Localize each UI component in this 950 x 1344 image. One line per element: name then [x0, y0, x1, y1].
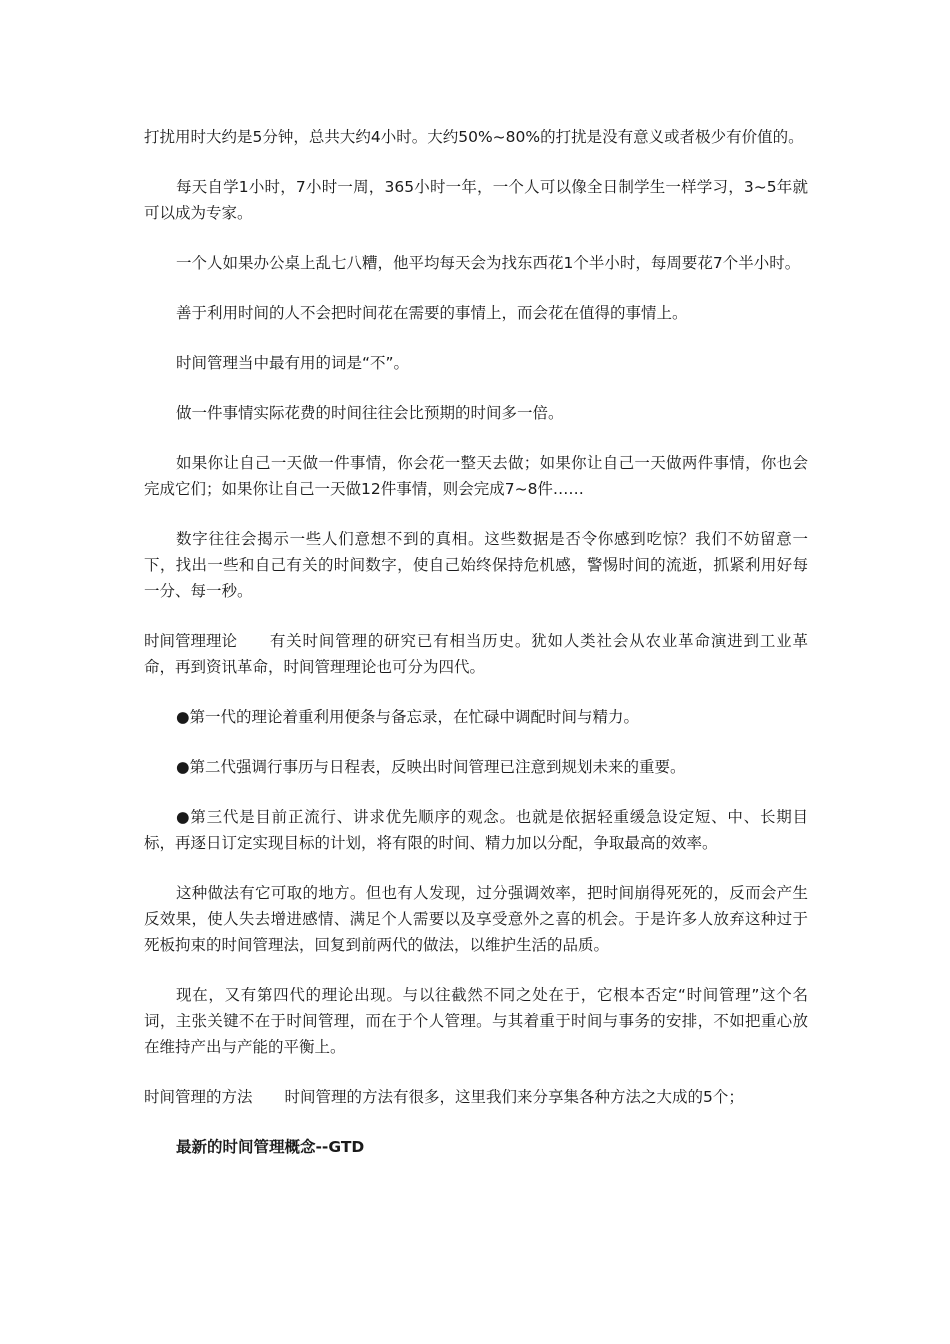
paragraph-double-time: 做一件事情实际花费的时间往往会比预期的时间多一倍。 — [176, 404, 564, 422]
paragraph-numbers-truth: 数字往往会揭示一些人们意想不到的真相。这些数据是否令你感到吃惊？我们不妨留意一下，找出一些和自己有关的时间数字，使自己始终保持危机感，警惕时间的流逝，抓紧利用好每一分、每一秒。 — [144, 530, 808, 600]
methods-label: 时间管理的方法 — [144, 1088, 253, 1106]
paragraph-interruptions: 打扰用时大约是5分钟，总共大约4小时。大约50%~80%的打扰是没有意义或者极少有价值的。 — [144, 128, 804, 146]
theory-gen4: 现在，又有第四代的理论出现。与以往截然不同之处在于，它根本否定“时间管理”这个名词，主张关键不在于时间管理，而在于个人管理。与其着重于时间与事务的安排，不如把重心放在维持产出与产能的平衡上。 — [144, 986, 808, 1056]
document-page — [144, 124, 808, 1184]
gtd-heading: 最新的时间管理概念--GTD — [176, 1138, 365, 1156]
theory-label: 时间管理理论 — [144, 632, 238, 650]
methods-section — [144, 1084, 808, 1110]
paragraph-task-count: 如果你让自己一天做一件事情，你会花一整天去做；如果你让自己一天做两件事情，你也会完成它们；如果你让自己一天做12件事情，则会完成7~8件…… — [144, 454, 808, 498]
theory-gen3: ●第三代是目前正流行、讲求优先顺序的观念。也就是依据轻重缓急设定短、中、长期目标，再逐日订定实现目标的计划，将有限的时间、精力加以分配，争取最高的效率。 — [144, 808, 808, 852]
methods-intro: 时间管理的方法有很多，这里我们来分享集各种方法之大成的5个； — [284, 1088, 744, 1106]
theory-section — [144, 628, 808, 680]
theory-intro: 有关时间管理的研究已有相当历史。犹如人类社会从农业革命演进到工业革命，再到资讯革命，时间管理理论也可分为四代。 — [144, 632, 808, 676]
theory-gen2: ●第二代强调行事历与日程表，反映出时间管理已注意到规划未来的重要。 — [176, 758, 686, 776]
paragraph-self-study: 每天自学1小时，7小时一周，365小时一年，一个人可以像全日制学生一样学习，3~5年就可以成为专家。 — [144, 178, 808, 222]
paragraph-messy-desk: 一个人如果办公桌上乱七八糟，他平均每天会为找东西花1个半小时，每周要花7个半小时。 — [176, 254, 801, 272]
theory-critique: 这种做法有它可取的地方。但也有人发现，过分强调效率，把时间崩得死死的，反而会产生反效果，使人失去增进感情、满足个人需要以及享受意外之喜的机会。于是许多人放弃这种过于死板拘束的时间管理法，回复到前两代的做法，以维护生活的品质。 — [144, 884, 808, 954]
paragraph-worthwhile-things: 善于利用时间的人不会把时间花在需要的事情上，而会花在值得的事情上。 — [176, 304, 688, 322]
theory-gen1: ●第一代的理论着重利用便条与备忘录，在忙碌中调配时间与精力。 — [176, 708, 640, 726]
paragraph-word-no: 时间管理当中最有用的词是“不”。 — [176, 354, 410, 372]
